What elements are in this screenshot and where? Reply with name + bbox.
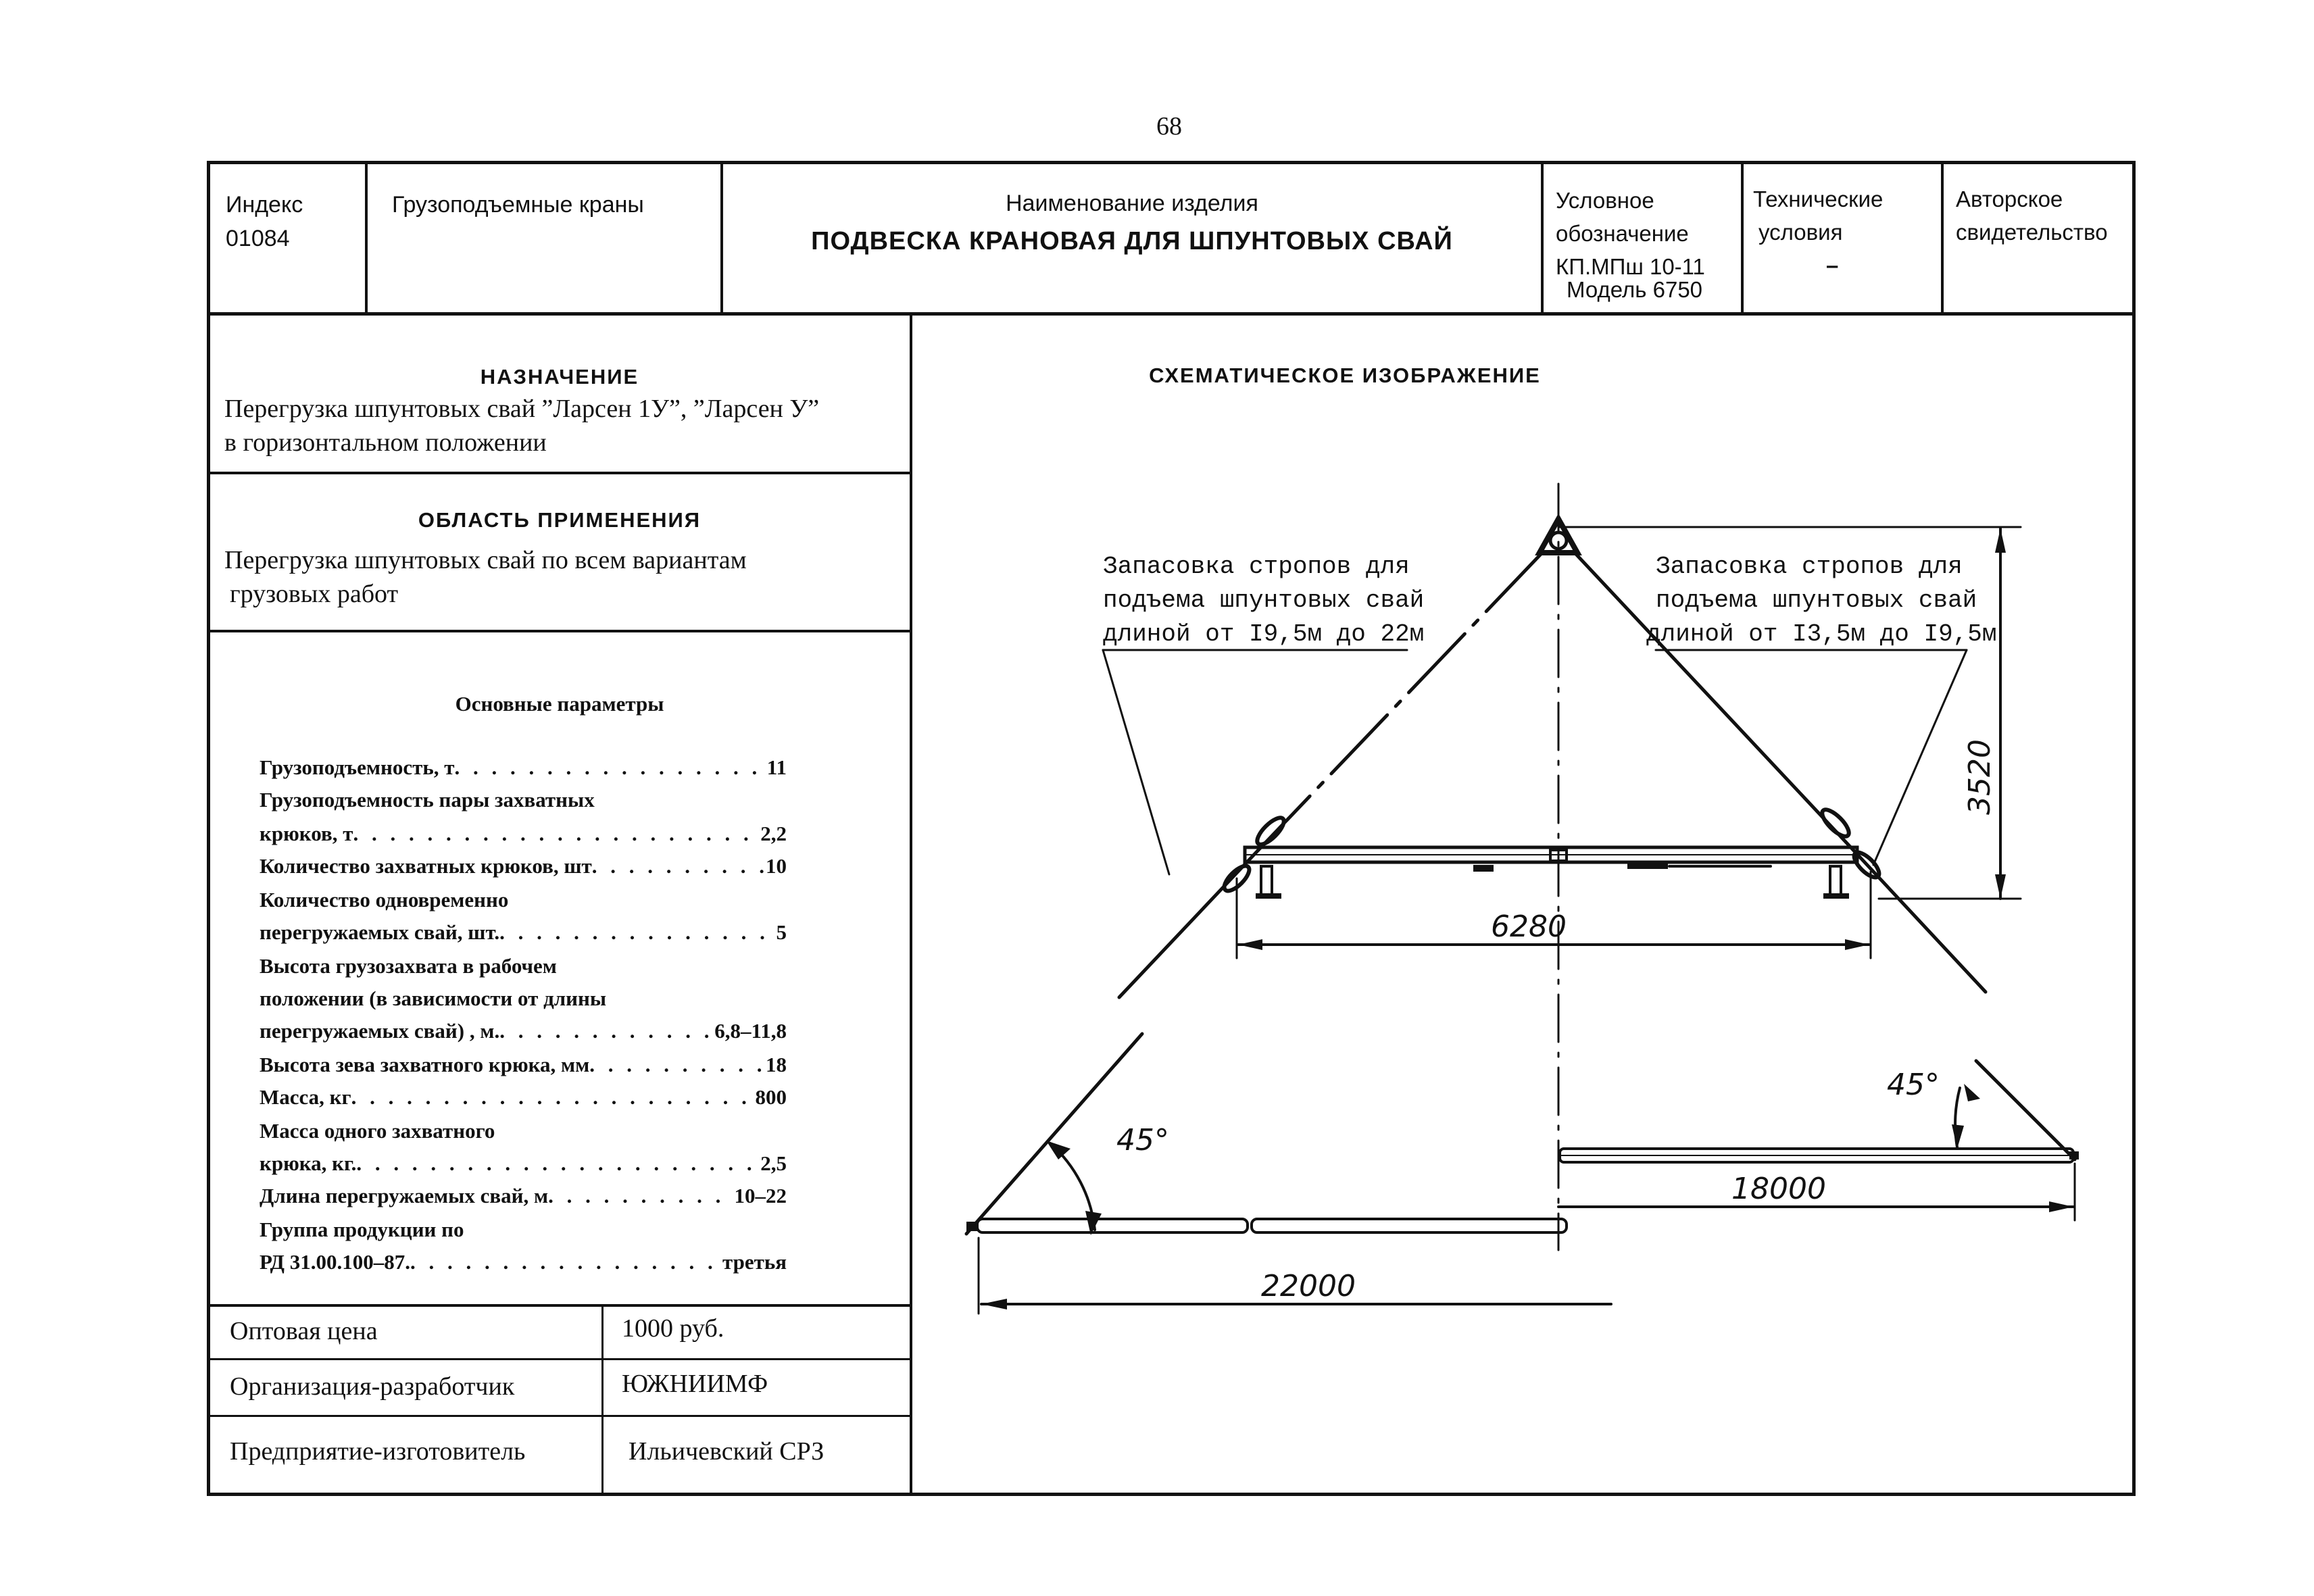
param-label-cont: Высота грузозахвата в рабочем — [260, 954, 557, 978]
param-value: 10–22 — [734, 1184, 787, 1207]
param-label: перегружаемых свай, шт. — [260, 920, 500, 944]
purpose-line-1: Перегрузка шпунтовых свай ”Ларсен 1У”, ”Ларсен У” — [224, 395, 820, 423]
designation-value-2: Модель 6750 — [1567, 277, 1703, 302]
schematic-heading: СХЕМАТИЧЕСКОЕ ИЗОБРАЖЕНИЕ — [1149, 364, 1541, 387]
param-label-cont: Грузоподъемность пары захватных — [260, 788, 595, 812]
param-label: Длина перегружаемых свай, м — [260, 1184, 549, 1207]
param-value: 6,8–11,8 — [714, 1019, 787, 1043]
developer-value: ЮЖНИИМФ — [622, 1370, 768, 1398]
param-label-cont: Количество одновременно — [260, 888, 509, 912]
param-label-cont: Группа продукции по — [260, 1218, 464, 1241]
param-label: Количество захватных крюков, шт — [260, 854, 592, 878]
height-dim-value: 3520 — [1963, 739, 1997, 815]
designation-value-1: КП.МПш 10-11 — [1556, 254, 1705, 279]
right-note-leader — [1873, 650, 1967, 865]
param-label: Грузоподъемность, т — [260, 755, 455, 779]
application-heading: ОБЛАСТЬ ПРИМЕНЕНИЯ — [418, 508, 701, 532]
tech-label-1: Технические — [1753, 186, 1884, 211]
left-note-line-1: Запасовка стропов для — [1103, 553, 1410, 580]
tech-value: – — [1826, 253, 1839, 278]
right-pile-sling — [1976, 1061, 2075, 1159]
left-pile-sling — [966, 1034, 1142, 1234]
author-label-2: свидетельство — [1956, 220, 2108, 245]
param-value: 5 — [776, 920, 787, 944]
param-label: РД 31.00.100–87. — [260, 1250, 410, 1274]
param-label-cont: Масса одного захватного — [260, 1119, 495, 1143]
right-angle-label: 45° — [1887, 1068, 1940, 1102]
param-value: 2,2 — [760, 822, 787, 845]
left-angle-label: 45° — [1116, 1123, 1169, 1157]
designation-label-2: обозначение — [1556, 221, 1689, 246]
param-label: перегружаемых свай) , м. — [260, 1019, 500, 1043]
left-length-value: 22000 — [1261, 1269, 1356, 1303]
application-line-2: грузовых работ — [230, 580, 399, 608]
left-note-line-2: подъема шпунтовых свай — [1103, 587, 1425, 614]
param-value: 2,5 — [760, 1151, 787, 1175]
page-number: 68 — [1156, 112, 1182, 141]
purpose-heading: НАЗНАЧЕНИЕ — [480, 365, 639, 389]
group-name: Грузоподъемные краны — [392, 192, 644, 218]
price-label: Оптовая цена — [230, 1317, 378, 1345]
param-value: 800 — [755, 1085, 787, 1109]
price-value: 1000 руб. — [622, 1314, 724, 1343]
param-label: Масса, кг — [260, 1085, 351, 1109]
index-label: Индекс — [226, 192, 303, 218]
right-sling-lower — [1837, 832, 1986, 992]
product-name-label: Наименование изделия — [1006, 191, 1258, 216]
designation-label-1: Условное — [1556, 188, 1654, 213]
width-dim-value: 6280 — [1491, 909, 1567, 944]
parameters-heading: Основные параметры — [455, 692, 664, 716]
left-note-leader — [1103, 650, 1169, 874]
manufacturer-label: Предприятие-изготовитель — [230, 1437, 526, 1466]
developer-label: Организация-разработчик — [230, 1372, 515, 1401]
param-label-cont: положении (в зависимости от длины — [260, 987, 607, 1010]
product-name: ПОДВЕСКА КРАНОВАЯ ДЛЯ ШПУНТОВЫХ СВАЙ — [811, 227, 1453, 255]
index-value: 01084 — [226, 226, 290, 251]
param-value: 18 — [766, 1053, 787, 1076]
param-label: крюков, т — [260, 822, 353, 845]
manufacturer-value: Ильичевский СРЗ — [629, 1437, 824, 1466]
tech-label-2: условия — [1758, 220, 1843, 245]
param-label: крюка, кг. — [260, 1151, 357, 1175]
left-note-line-3: длиной от I9,5м до 22м — [1103, 620, 1425, 648]
param-label: Высота зева захватного крюка, мм — [260, 1053, 590, 1076]
param-value: третья — [722, 1250, 787, 1274]
left-pile-part-2 — [1252, 1219, 1567, 1232]
param-value: 11 — [766, 755, 787, 779]
right-note-line-2: подъема шпунтовых свай — [1656, 587, 1977, 614]
left-pile-part-1 — [977, 1219, 1248, 1232]
purpose-line-2: в горизонтальном положении — [224, 428, 547, 457]
author-label-1: Авторское — [1956, 186, 2063, 211]
right-length-value: 18000 — [1731, 1172, 1826, 1206]
param-value: 10 — [766, 854, 787, 878]
right-note-line-1: Запасовка стропов для — [1656, 553, 1963, 580]
application-line-1: Перегрузка шпунтовых свай по всем вариантам — [224, 546, 747, 574]
right-note-line-3: длиной от I3,5м до I9,5м — [1646, 620, 1997, 648]
